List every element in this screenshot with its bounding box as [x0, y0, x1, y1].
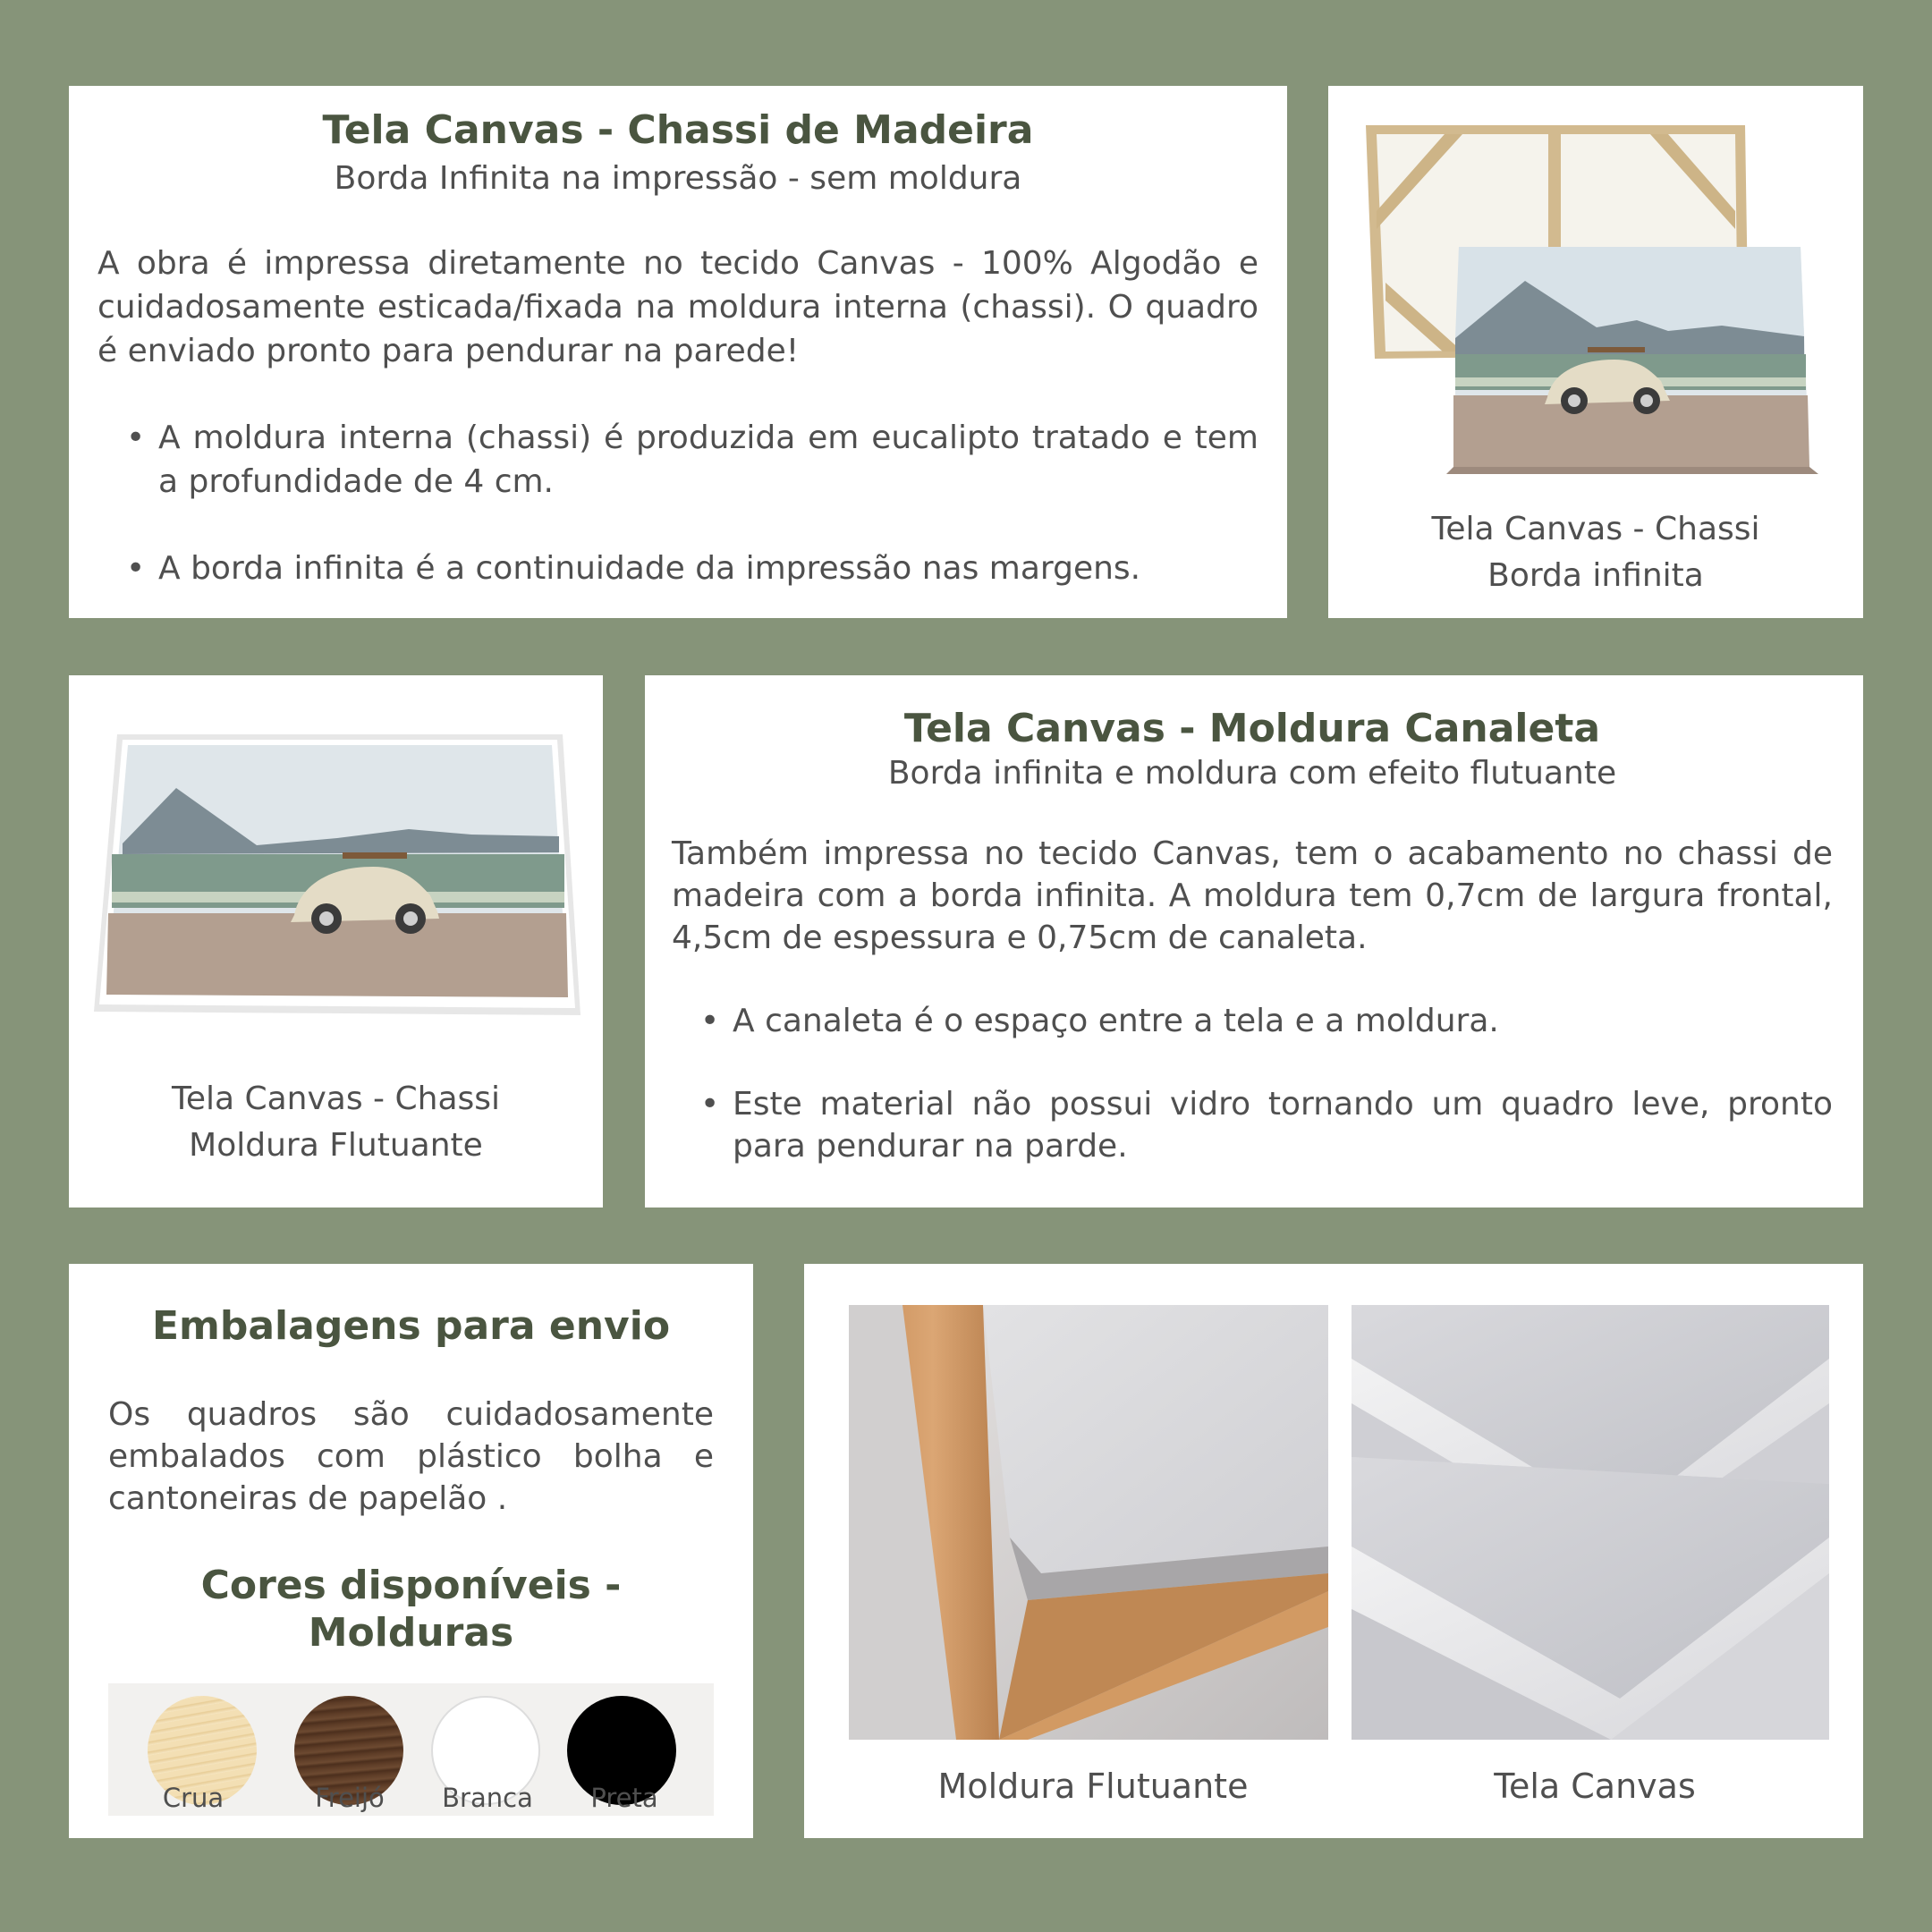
card-paragraph: Também impressa no tecido Canvas, tem o acabamento no chassi de madeira com a borda infinita. A moldura tem 0,7cm de largura frontal, 4,5cm de espessura e 0,75cm de canaleta.	[672, 835, 1833, 956]
card-subtitle: Borda infinita e moldura com efeito flutuante	[887, 754, 1617, 792]
caption-line: Moldura Flutuante	[189, 1127, 483, 1164]
card-moldura-image	[69, 675, 603, 1208]
list-item: • A borda infinita é a continuidade da impressão nas margens.	[97, 547, 1258, 590]
list-item: • Este material não possui vidro tornando um quadro leve, pronto para pendurar na parde.	[672, 1083, 1833, 1167]
caption-line: Tela Canvas - Chassi	[1431, 511, 1760, 547]
card-title: Embalagens para envio	[151, 1303, 671, 1349]
swatch-label: Branca	[442, 1783, 533, 1813]
swatch-label: Crua	[162, 1783, 225, 1813]
card-title: Tela Canvas - Moldura Canaleta	[903, 706, 1601, 751]
bullet-list	[97, 416, 1258, 590]
card-paragraph: A obra é impressa diretamente no tecido Canvas - 100% Algodão e cuidadosamente esticada/fixada na moldura interna (chassi). O quadro é enviado pronto para pendurar na parede!	[97, 244, 1258, 369]
swatch-label: Preta	[590, 1783, 658, 1813]
card-embalagens	[69, 1264, 753, 1838]
caption-moldura-flutuante: Moldura Flutuante	[937, 1767, 1249, 1806]
tela-canvas-closeup	[1352, 1305, 1829, 1740]
list-item: • A canaleta é o espaço entre a tela e a moldura.	[672, 1000, 1833, 1042]
caption-line: Tela Canvas - Chassi	[171, 1080, 501, 1117]
card-chassi-image	[1328, 86, 1863, 618]
moldura-flutuante-image	[69, 675, 603, 1051]
card-paragraph: Os quadros são cuidadosamente embalados com plástico bolha e cantoneiras de papelão .	[108, 1395, 714, 1517]
card-subtitle: Borda Infinita na impressão - sem moldura	[334, 159, 1022, 197]
canvas-front	[1446, 247, 1818, 474]
card-title: Tela Canvas - Chassi de Madeira	[322, 107, 1034, 153]
moldura-flutuante-closeup	[849, 1305, 1328, 1740]
card-closeups	[804, 1264, 1863, 1838]
colors-title: Cores disponíveis - Molduras	[200, 1562, 622, 1656]
card-moldura-canaleta	[645, 675, 1863, 1208]
caption-line: Borda infinita	[1487, 557, 1704, 594]
card-chassi-madeira	[69, 86, 1287, 618]
caption-tela-canvas: Tela Canvas	[1494, 1767, 1696, 1806]
bullet-list	[672, 1000, 1833, 1167]
list-item: • A moldura interna (chassi) é produzida em eucalipto tratado e tem a profundidade de 4 cm.	[97, 416, 1258, 504]
swatch-label: Freijó	[315, 1783, 385, 1813]
